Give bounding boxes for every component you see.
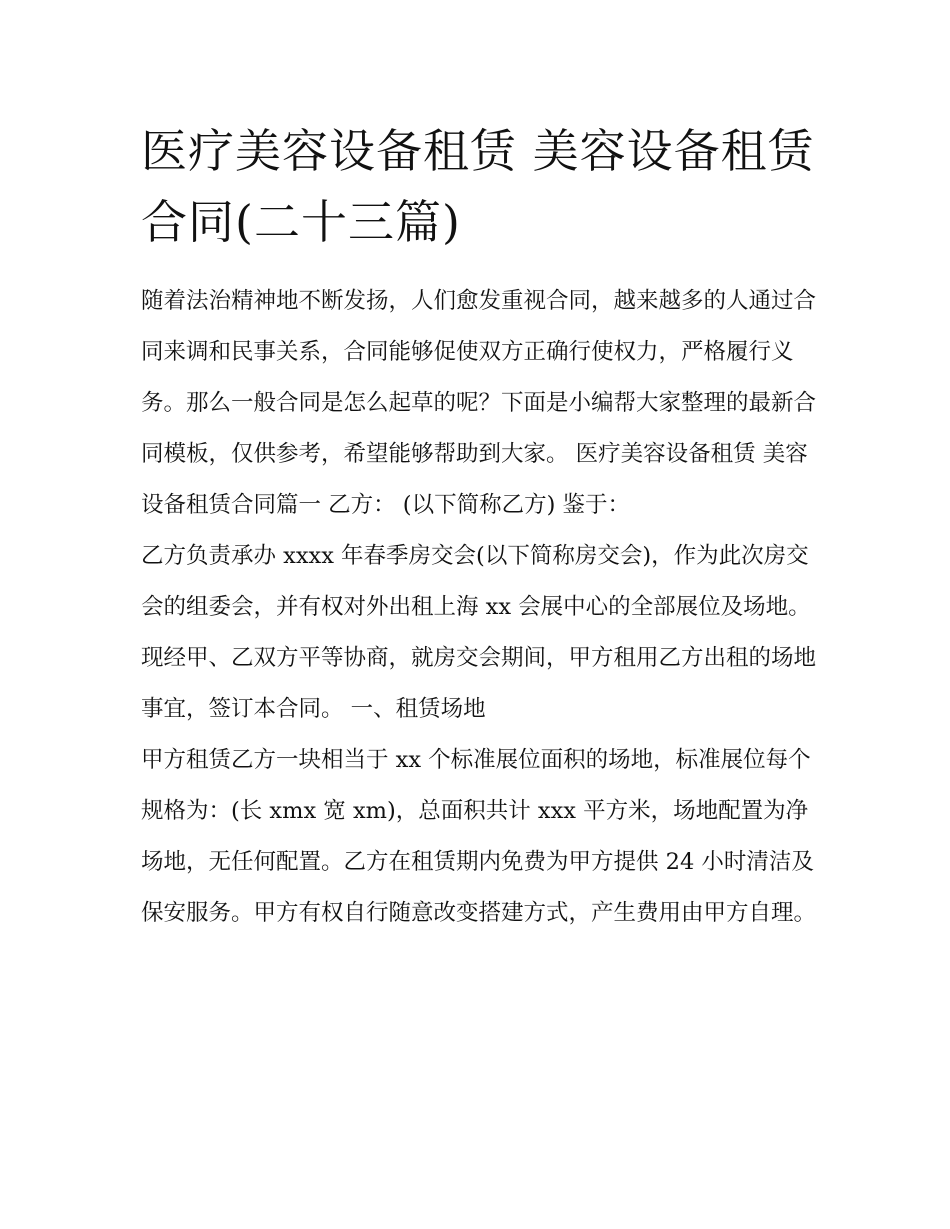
paragraph-organizer: 乙方负责承办 xxxx 年春季房交会(以下简称房交会)，作为此次房交会的组委会，并有权对外出租上海 xx 会展中心的全部展位及场地。: [141, 543, 811, 620]
document-body: [141, 276, 821, 939]
paragraph-intro: 随着法治精神地不断发扬，人们愈发重视合同，越来越多的人通过合同来调和民事关系，合同能够促使双方正确行使权力，严格履行义务。那么一般合同是怎么起草的呢？下面是小编帮大家整理的最新合同模板，仅供参考，希望能够帮助到大家。 医疗美容设备租赁 美容设备租赁合同篇一 乙方： (以下简称乙方) 鉴于：: [141, 288, 817, 518]
document-title: 医疗美容设备租赁 美容设备租赁合同(二十三篇): [141, 124, 815, 249]
paragraph-agreement: 现经甲、乙双方平等协商，就房交会期间，甲方租用乙方出租的场地事宜，签订本合同。 一、租赁场地: [141, 645, 817, 722]
paragraph-lease-venue: 甲方租赁乙方一块相当于 xx 个标准展位面积的场地，标准展位每个规格为：(长 xmx 宽 xm)，总面积共计 xxx 平方米，场地配置为净场地，无任何配置。乙方在租赁期内免费为甲方提供 24 小时清洁及保安服务。甲方有权自行随意改变搭建方式，产生费用由甲方自理。: [141, 747, 817, 926]
